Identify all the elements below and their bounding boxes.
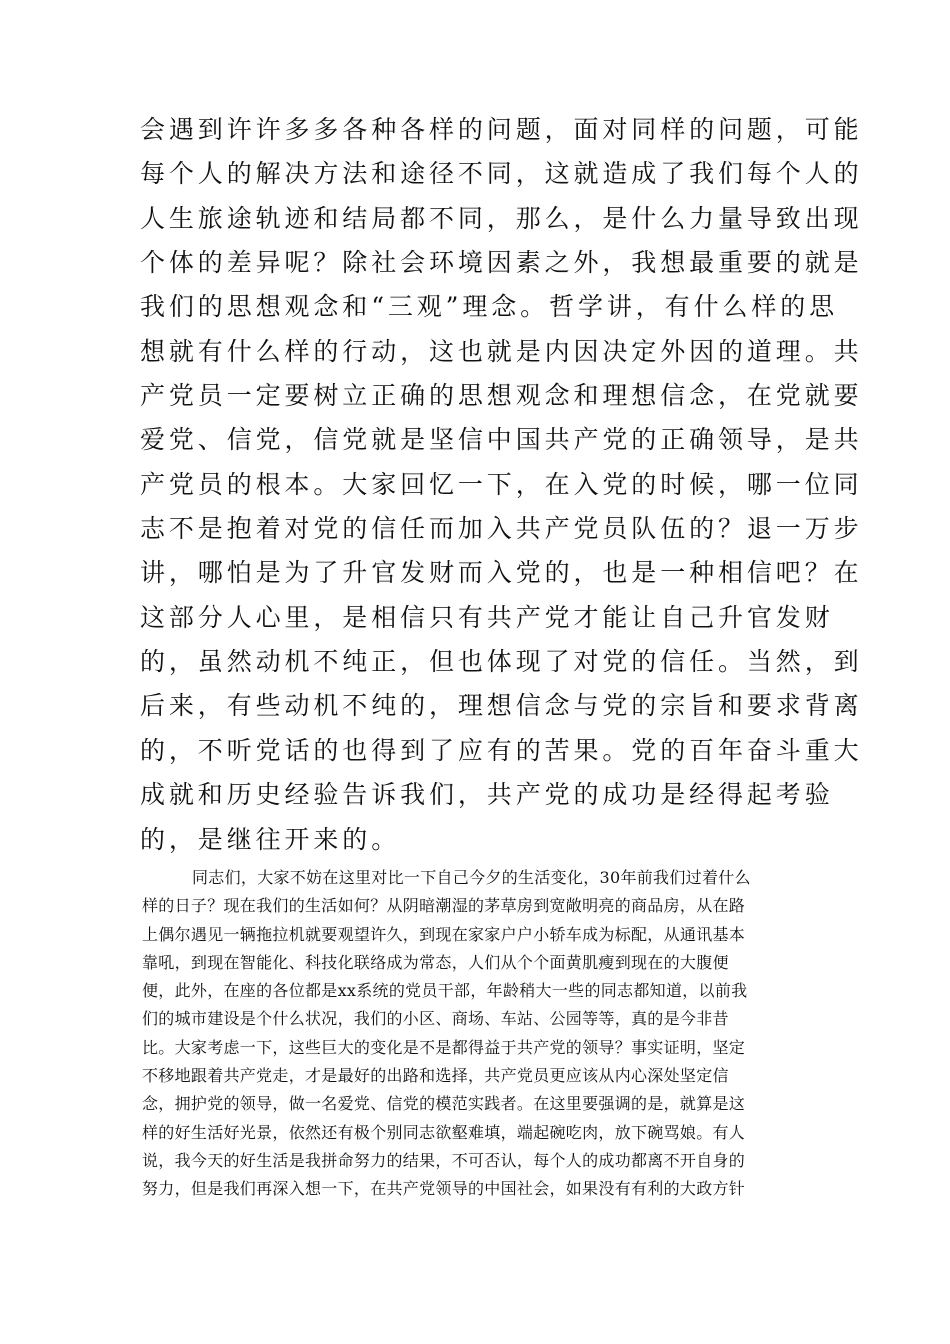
paragraph-line: 比。大家考虑一下，这些巨大的变化是不是都得益于共产党的领导？事实证明，坚定 bbox=[142, 1037, 746, 1057]
paragraph-line: 的，是继往开来的。 bbox=[140, 824, 401, 854]
paragraph-line: 念，拥护党的领导，做一名爱党、信党的模范实践者。在这里要强调的是，就算是这 bbox=[142, 1094, 746, 1114]
paragraph-line: 讲，哪怕是为了升官发财而入党的，也是一种相信吧？在 bbox=[140, 558, 863, 588]
paragraph-line: 志不是抱着对党的信任而加入共产党员队伍的？退一万步 bbox=[140, 514, 863, 544]
paragraph-line: 产党员一定要树立正确的思想观念和理想信念，在党就要 bbox=[140, 381, 863, 411]
paragraph-line: 的，虽然动机不纯正，但也体现了对党的信任。当然，到 bbox=[140, 647, 863, 677]
paragraph-line: 人生旅途轨迹和结局都不同，那么，是什么力量导致出现 bbox=[140, 203, 863, 233]
paragraph-line: 不移地跟着共产党走，才是最好的出路和选择，共产党员更应该从内心深处坚定信 bbox=[142, 1066, 729, 1086]
paragraph-line: 想就有什么样的行动，这也就是内因决定外因的道理。共 bbox=[140, 336, 863, 366]
small-paragraph bbox=[142, 864, 810, 1204]
paragraph-line: 上偶尔遇见一辆拖拉机就要观望许久，到现在家家户户小轿车成为标配，从通讯基本 bbox=[142, 924, 746, 944]
paragraph-line: 样的日子？现在我们的生活如何？从阴暗潮湿的茅草房到宽敞明亮的商品房，从在路 bbox=[142, 896, 746, 916]
paragraph-line: 每个人的解决方法和途径不同，这就造成了我们每个人的 bbox=[140, 159, 863, 189]
paragraph-line: 说，我今天的好生活是我拼命努力的结果，不可否认，每个人的成功都离不开自身的 bbox=[142, 1150, 746, 1170]
paragraph-line: 努力，但是我们再深入想一下，在共产党领导的中国社会，如果没有有利的大政方针 bbox=[142, 1179, 746, 1199]
paragraph-line: 便，此外，在座的各位都是xx系统的党员干部，年龄稍大一些的同志都知道，以前我 bbox=[142, 981, 748, 1001]
paragraph-line: 会遇到许许多多各种各样的问题，面对同样的问题，可能 bbox=[140, 115, 863, 144]
paragraph-line: 成就和历史经验告诉我们，共产党的成功是经得起考验 bbox=[140, 780, 834, 810]
paragraph-line: 我们的思想观念和“三观”理念。哲学讲，有什么样的思 bbox=[140, 292, 839, 322]
paragraph-line: 靠吼，到现在智能化、科技化联络成为常态，人们从个个面黄肌瘦到现在的大腹便 bbox=[142, 952, 729, 972]
paragraph-line: 同志们，大家不妨在这里对比一下自己今夕的生活变化，30年前我们过着什么 bbox=[192, 868, 751, 887]
paragraph-line: 的，不听党话的也得到了应有的苦果。党的百年奋斗重大 bbox=[140, 735, 863, 765]
paragraph-line: 后来，有些动机不纯的，理想信念与党的宗旨和要求背离 bbox=[140, 691, 863, 721]
paragraph-line: 样的好生活好光景，依然还有极个别同志欲壑难填，端起碗吃肉，放下碗骂娘。有人 bbox=[142, 1122, 746, 1142]
paragraph-line: 个体的差异呢？除社会环境因素之外，我想最重要的就是 bbox=[140, 248, 863, 278]
paragraph-line: 们的城市建设是个什么状况，我们的小区、商场、车站、公园等等，真的是今非昔 bbox=[142, 1009, 729, 1029]
paragraph-line: 这部分人心里，是相信只有共产党才能让自己升官发财 bbox=[140, 602, 834, 632]
paragraph-line: 爱党、信党，信党就是坚信中国共产党的正确领导，是共 bbox=[140, 425, 863, 455]
paragraph-line: 产党员的根本。大家回忆一下，在入党的时候，哪一位同 bbox=[140, 469, 863, 499]
large-paragraph bbox=[140, 108, 863, 862]
